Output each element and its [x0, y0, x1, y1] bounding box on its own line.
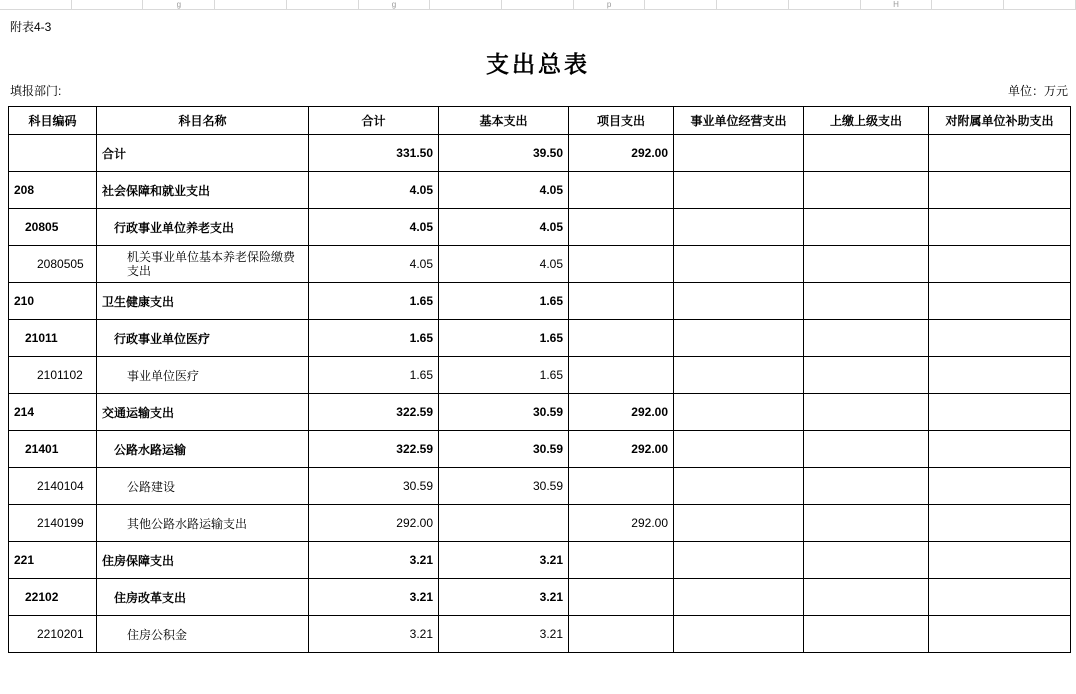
cell-upper — [804, 468, 929, 505]
cell-subsidy — [929, 616, 1071, 653]
cell-total: 292.00 — [309, 505, 439, 542]
cell-basic: 30.59 — [439, 431, 569, 468]
cell-subsidy — [929, 542, 1071, 579]
column-header-name: 科目名称 — [97, 107, 309, 135]
cell-subsidy — [929, 320, 1071, 357]
cell-code: 210 — [9, 283, 97, 320]
cell-code: 21011 — [9, 320, 97, 357]
table-row — [9, 579, 1071, 616]
cell-name: 住房保障支出 — [97, 542, 309, 579]
table-row — [9, 542, 1071, 579]
cell-basic: 3.21 — [439, 542, 569, 579]
meta-row — [0, 82, 1076, 100]
cell-upper — [804, 320, 929, 357]
cell-basic: 30.59 — [439, 468, 569, 505]
cell-basic: 1.65 — [439, 320, 569, 357]
cell-project — [569, 616, 674, 653]
cell-subsidy — [929, 209, 1071, 246]
cell-total: 4.05 — [309, 209, 439, 246]
cell-code: 2101102 — [9, 357, 97, 394]
cell-business — [674, 209, 804, 246]
cell-project: 292.00 — [569, 135, 674, 172]
column-header-project: 项目支出 — [569, 107, 674, 135]
cell-name: 行政事业单位养老支出 — [97, 209, 309, 246]
cell-name: 公路水路运输 — [97, 431, 309, 468]
cell-upper — [804, 616, 929, 653]
column-header-total: 合计 — [309, 107, 439, 135]
cell-project — [569, 283, 674, 320]
cell-upper — [804, 172, 929, 209]
cell-code: 21401 — [9, 431, 97, 468]
cell-basic: 4.05 — [439, 172, 569, 209]
cell-total: 1.65 — [309, 283, 439, 320]
cell-total: 4.05 — [309, 172, 439, 209]
cell-name: 住房公积金 — [97, 616, 309, 653]
cell-code: 2140199 — [9, 505, 97, 542]
column-header-subsidy: 对附属单位补助支出 — [929, 107, 1071, 135]
column-letter-14 — [1004, 0, 1076, 9]
cell-basic: 3.21 — [439, 616, 569, 653]
cell-total: 331.50 — [309, 135, 439, 172]
column-letter-10 — [717, 0, 789, 9]
cell-upper — [804, 431, 929, 468]
cell-code: 20805 — [9, 209, 97, 246]
cell-code: 208 — [9, 172, 97, 209]
table-row — [9, 431, 1071, 468]
cell-name: 事业单位医疗 — [97, 357, 309, 394]
spreadsheet-column-strip — [0, 0, 1076, 10]
cell-subsidy — [929, 394, 1071, 431]
cell-project: 292.00 — [569, 394, 674, 431]
cell-business — [674, 320, 804, 357]
cell-upper — [804, 283, 929, 320]
cell-business — [674, 505, 804, 542]
cell-total: 322.59 — [309, 431, 439, 468]
cell-project — [569, 209, 674, 246]
cell-business — [674, 431, 804, 468]
cell-basic — [439, 505, 569, 542]
column-letter-11 — [789, 0, 861, 9]
cell-business — [674, 394, 804, 431]
cell-name: 交通运输支出 — [97, 394, 309, 431]
cell-name: 社会保障和就业支出 — [97, 172, 309, 209]
cell-basic: 39.50 — [439, 135, 569, 172]
cell-business — [674, 135, 804, 172]
cell-subsidy — [929, 246, 1071, 283]
cell-business — [674, 579, 804, 616]
cell-code: 221 — [9, 542, 97, 579]
table-row — [9, 468, 1071, 505]
cell-basic: 1.65 — [439, 357, 569, 394]
cell-total: 4.05 — [309, 246, 439, 283]
cell-total: 30.59 — [309, 468, 439, 505]
cell-subsidy — [929, 431, 1071, 468]
cell-name: 公路建设 — [97, 468, 309, 505]
table-header-row — [9, 107, 1071, 135]
cell-project — [569, 468, 674, 505]
cell-code: 2080505 — [9, 246, 97, 283]
column-header-basic: 基本支出 — [439, 107, 569, 135]
cell-subsidy — [929, 357, 1071, 394]
cell-project — [569, 542, 674, 579]
cell-business — [674, 542, 804, 579]
cell-code — [9, 135, 97, 172]
cell-upper — [804, 542, 929, 579]
cell-project — [569, 172, 674, 209]
cell-name: 卫生健康支出 — [97, 283, 309, 320]
cell-project: 292.00 — [569, 431, 674, 468]
column-letter-13 — [932, 0, 1004, 9]
cell-name: 合计 — [97, 135, 309, 172]
cell-business — [674, 172, 804, 209]
cell-basic: 4.05 — [439, 246, 569, 283]
cell-total: 3.21 — [309, 542, 439, 579]
column-letter-0 — [0, 0, 72, 9]
cell-upper — [804, 505, 929, 542]
cell-total: 3.21 — [309, 579, 439, 616]
column-letter-6 — [430, 0, 502, 9]
column-letter-5: g — [359, 0, 431, 9]
cell-subsidy — [929, 505, 1071, 542]
cell-code: 214 — [9, 394, 97, 431]
cell-project — [569, 246, 674, 283]
cell-total: 1.65 — [309, 320, 439, 357]
cell-business — [674, 357, 804, 394]
cell-basic: 4.05 — [439, 209, 569, 246]
cell-total: 3.21 — [309, 616, 439, 653]
column-letter-2: g — [143, 0, 215, 9]
cell-basic: 1.65 — [439, 283, 569, 320]
cell-name: 其他公路水路运输支出 — [97, 505, 309, 542]
table-row — [9, 320, 1071, 357]
cell-basic: 30.59 — [439, 394, 569, 431]
column-letter-7 — [502, 0, 574, 9]
cell-upper — [804, 357, 929, 394]
cell-code: 2210201 — [9, 616, 97, 653]
cell-business — [674, 246, 804, 283]
column-letter-9 — [645, 0, 717, 9]
table-row — [9, 283, 1071, 320]
column-header-code: 科目编码 — [9, 107, 97, 135]
cell-upper — [804, 246, 929, 283]
expenditure-table — [8, 106, 1071, 653]
cell-name: 住房改革支出 — [97, 579, 309, 616]
cell-business — [674, 468, 804, 505]
cell-upper — [804, 579, 929, 616]
cell-business — [674, 616, 804, 653]
cell-subsidy — [929, 579, 1071, 616]
cell-code: 2140104 — [9, 468, 97, 505]
cell-project: 292.00 — [569, 505, 674, 542]
table-row — [9, 172, 1071, 209]
cell-total: 1.65 — [309, 357, 439, 394]
cell-upper — [804, 394, 929, 431]
column-header-business: 事业单位经营支出 — [674, 107, 804, 135]
table-row — [9, 246, 1071, 283]
cell-subsidy — [929, 283, 1071, 320]
cell-subsidy — [929, 172, 1071, 209]
cell-basic: 3.21 — [439, 579, 569, 616]
cell-subsidy — [929, 135, 1071, 172]
table-row — [9, 616, 1071, 653]
column-letter-12: H — [861, 0, 933, 9]
cell-project — [569, 579, 674, 616]
cell-name: 机关事业单位基本养老保险缴费支出 — [97, 246, 309, 283]
cell-code: 22102 — [9, 579, 97, 616]
page-title: 支出总表 — [486, 51, 590, 77]
department-label: 填报部门: — [10, 84, 62, 98]
column-letter-8: p — [574, 0, 646, 9]
table-row — [9, 357, 1071, 394]
table-row — [9, 135, 1071, 172]
cell-name: 行政事业单位医疗 — [97, 320, 309, 357]
cell-subsidy — [929, 468, 1071, 505]
cell-business — [674, 283, 804, 320]
cell-project — [569, 357, 674, 394]
column-letter-4 — [287, 0, 359, 9]
column-letter-1 — [72, 0, 144, 9]
attachment-number: 附表4-3 — [10, 20, 52, 34]
cell-project — [569, 320, 674, 357]
cell-upper — [804, 209, 929, 246]
column-header-upper: 上缴上级支出 — [804, 107, 929, 135]
column-letter-3 — [215, 0, 287, 9]
table-row — [9, 394, 1071, 431]
unit-label: 单位：万元 — [1007, 84, 1068, 98]
cell-total: 322.59 — [309, 394, 439, 431]
cell-upper — [804, 135, 929, 172]
table-row — [9, 505, 1071, 542]
table-row — [9, 209, 1071, 246]
